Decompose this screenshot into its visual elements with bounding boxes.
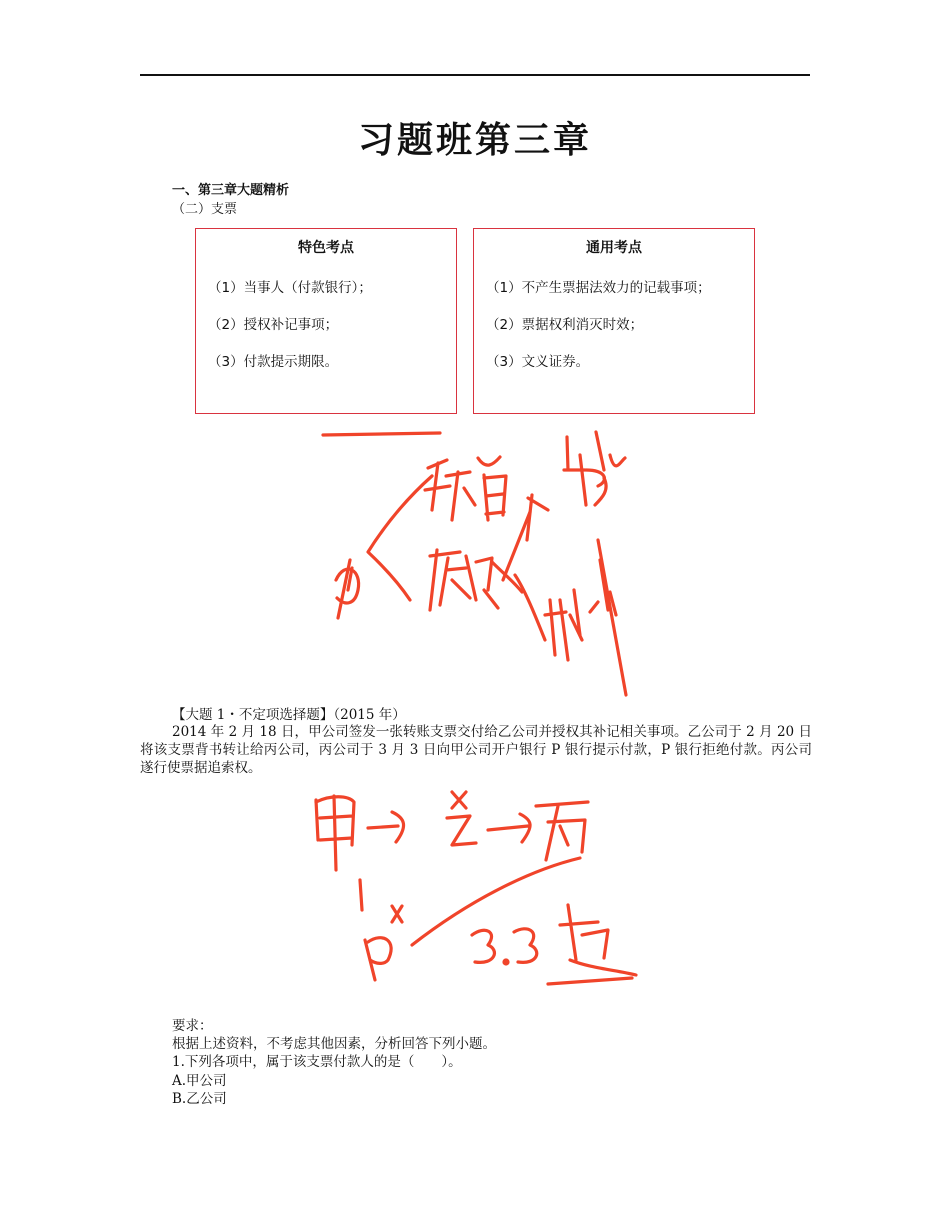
list-item: （3）付款提示期限。 (208, 354, 339, 370)
list-item: （1）不产生票据法效力的记载事项； (486, 280, 711, 296)
feature-points-heading: 特色考点 (298, 240, 354, 256)
question-1-text: 1.下列各项中，属于该支票付款人的是（ ）。 (172, 1054, 462, 1070)
question-header: 【大题 1・不定项选择题】（2015 年） (172, 707, 406, 723)
list-item: （3）文义证券。 (486, 354, 590, 370)
question-body: 2014 年 2 月 18 日，甲公司签发一张转账支票交付给乙公司并授权其补记相关事项。乙公司于 2 月 20 日将该支票背书转让给丙公司，丙公司于 3 月 3 日向甲公司开户银行 P 银行提示付款，P 银行拒绝付款。丙公司遂行使票据追索权。 (140, 724, 812, 776)
common-points-heading: 通用考点 (586, 240, 642, 256)
subsection-heading: （二）支票 (172, 202, 238, 217)
instruction-text: 根据上述资料，不考虑其他因素，分析回答下列小题。 (172, 1036, 496, 1052)
page-title: 习题班第三章 (357, 119, 592, 161)
list-item: （2）票据权利消灭时效； (486, 317, 644, 333)
option-b: B.乙公司 (172, 1091, 227, 1107)
list-item: （2）授权补记事项； (208, 317, 339, 333)
option-a: A.甲公司 (172, 1073, 227, 1089)
list-item: （1）当事人（付款银行）； (208, 280, 372, 296)
section-heading: 一、第三章大题精析 (172, 183, 290, 198)
requirement-label: 要求： (172, 1018, 213, 1034)
